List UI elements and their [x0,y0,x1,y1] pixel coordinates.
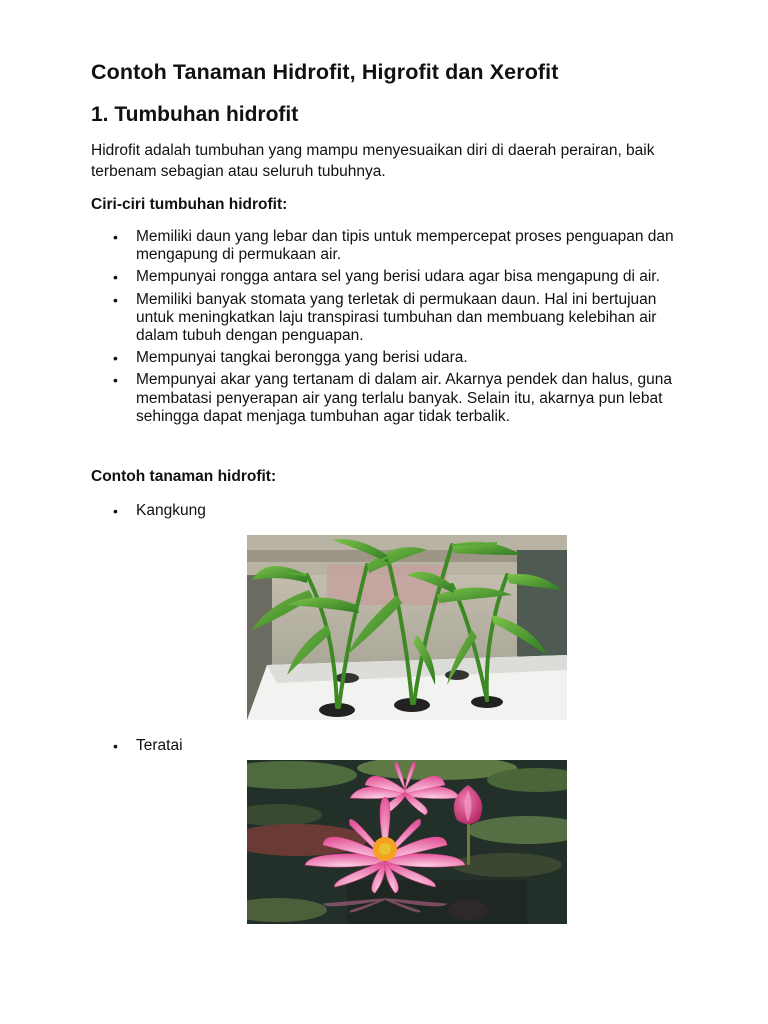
list-item [91,268,691,286]
list-item [91,349,691,367]
examples-heading: Contoh tanaman hidrofit: [91,468,277,485]
list-item [91,371,691,426]
document-title: Contoh Tanaman Hidrofit, Higrofit dan Xerofit [91,60,559,84]
bullet-icon: • [113,503,118,519]
bullet-icon: • [113,350,118,367]
list-item-text: Mempunyai akar yang tertanam di dalam air. Akarnya pendek dan halus, guna membatasi penyerapan air yang terlalu banyak. Selain itu, akarnya pun lebat sehingga dapat menjaga tumbuhan agar tidak terbalik. [136,371,672,425]
water-lily-photo [247,760,567,924]
list-item-text: Memiliki daun yang lebar dan tipis untuk mempercepat proses penguapan dan mengapung di permukaan air. [136,228,674,264]
bullet-icon: • [113,372,118,389]
bullet-icon: • [113,269,118,286]
list-item [91,228,691,264]
section-heading: 1. Tumbuhan hidrofit [91,103,299,126]
list-item [91,502,691,520]
list-item [91,737,691,755]
intro-paragraph: Hidrofit adalah tumbuhan yang mampu menyesuaikan diri di daerah perairan, baik terbenam sebagian atau seluruh tubuhnya. [91,142,655,180]
bullet-icon: • [113,291,118,308]
list-item-text: Mempunyai rongga antara sel yang berisi udara agar bisa mengapung di air. [136,268,660,286]
example-list [91,502,691,520]
example-label-teratai: Teratai [136,737,183,754]
bullet-icon: • [113,229,118,245]
traits-heading: Ciri-ciri tumbuhan hidrofit: [91,196,288,213]
bullet-icon: • [113,738,118,754]
water-spinach-photo [247,535,567,720]
list-item-text: Memiliki banyak stomata yang terletak di permukaan daun. Hal ini bertujuan untuk meningkatkan laju transpirasi tumbuhan dan membuang kelebihan air dalam tubuh dengan penguapan. [136,290,657,345]
example-list [91,737,691,755]
list-item [91,291,691,346]
traits-list [91,228,691,430]
example-label-kangkung: Kangkung [136,502,206,519]
list-item-text: Mempunyai tangkai berongga yang berisi udara. [136,349,468,367]
